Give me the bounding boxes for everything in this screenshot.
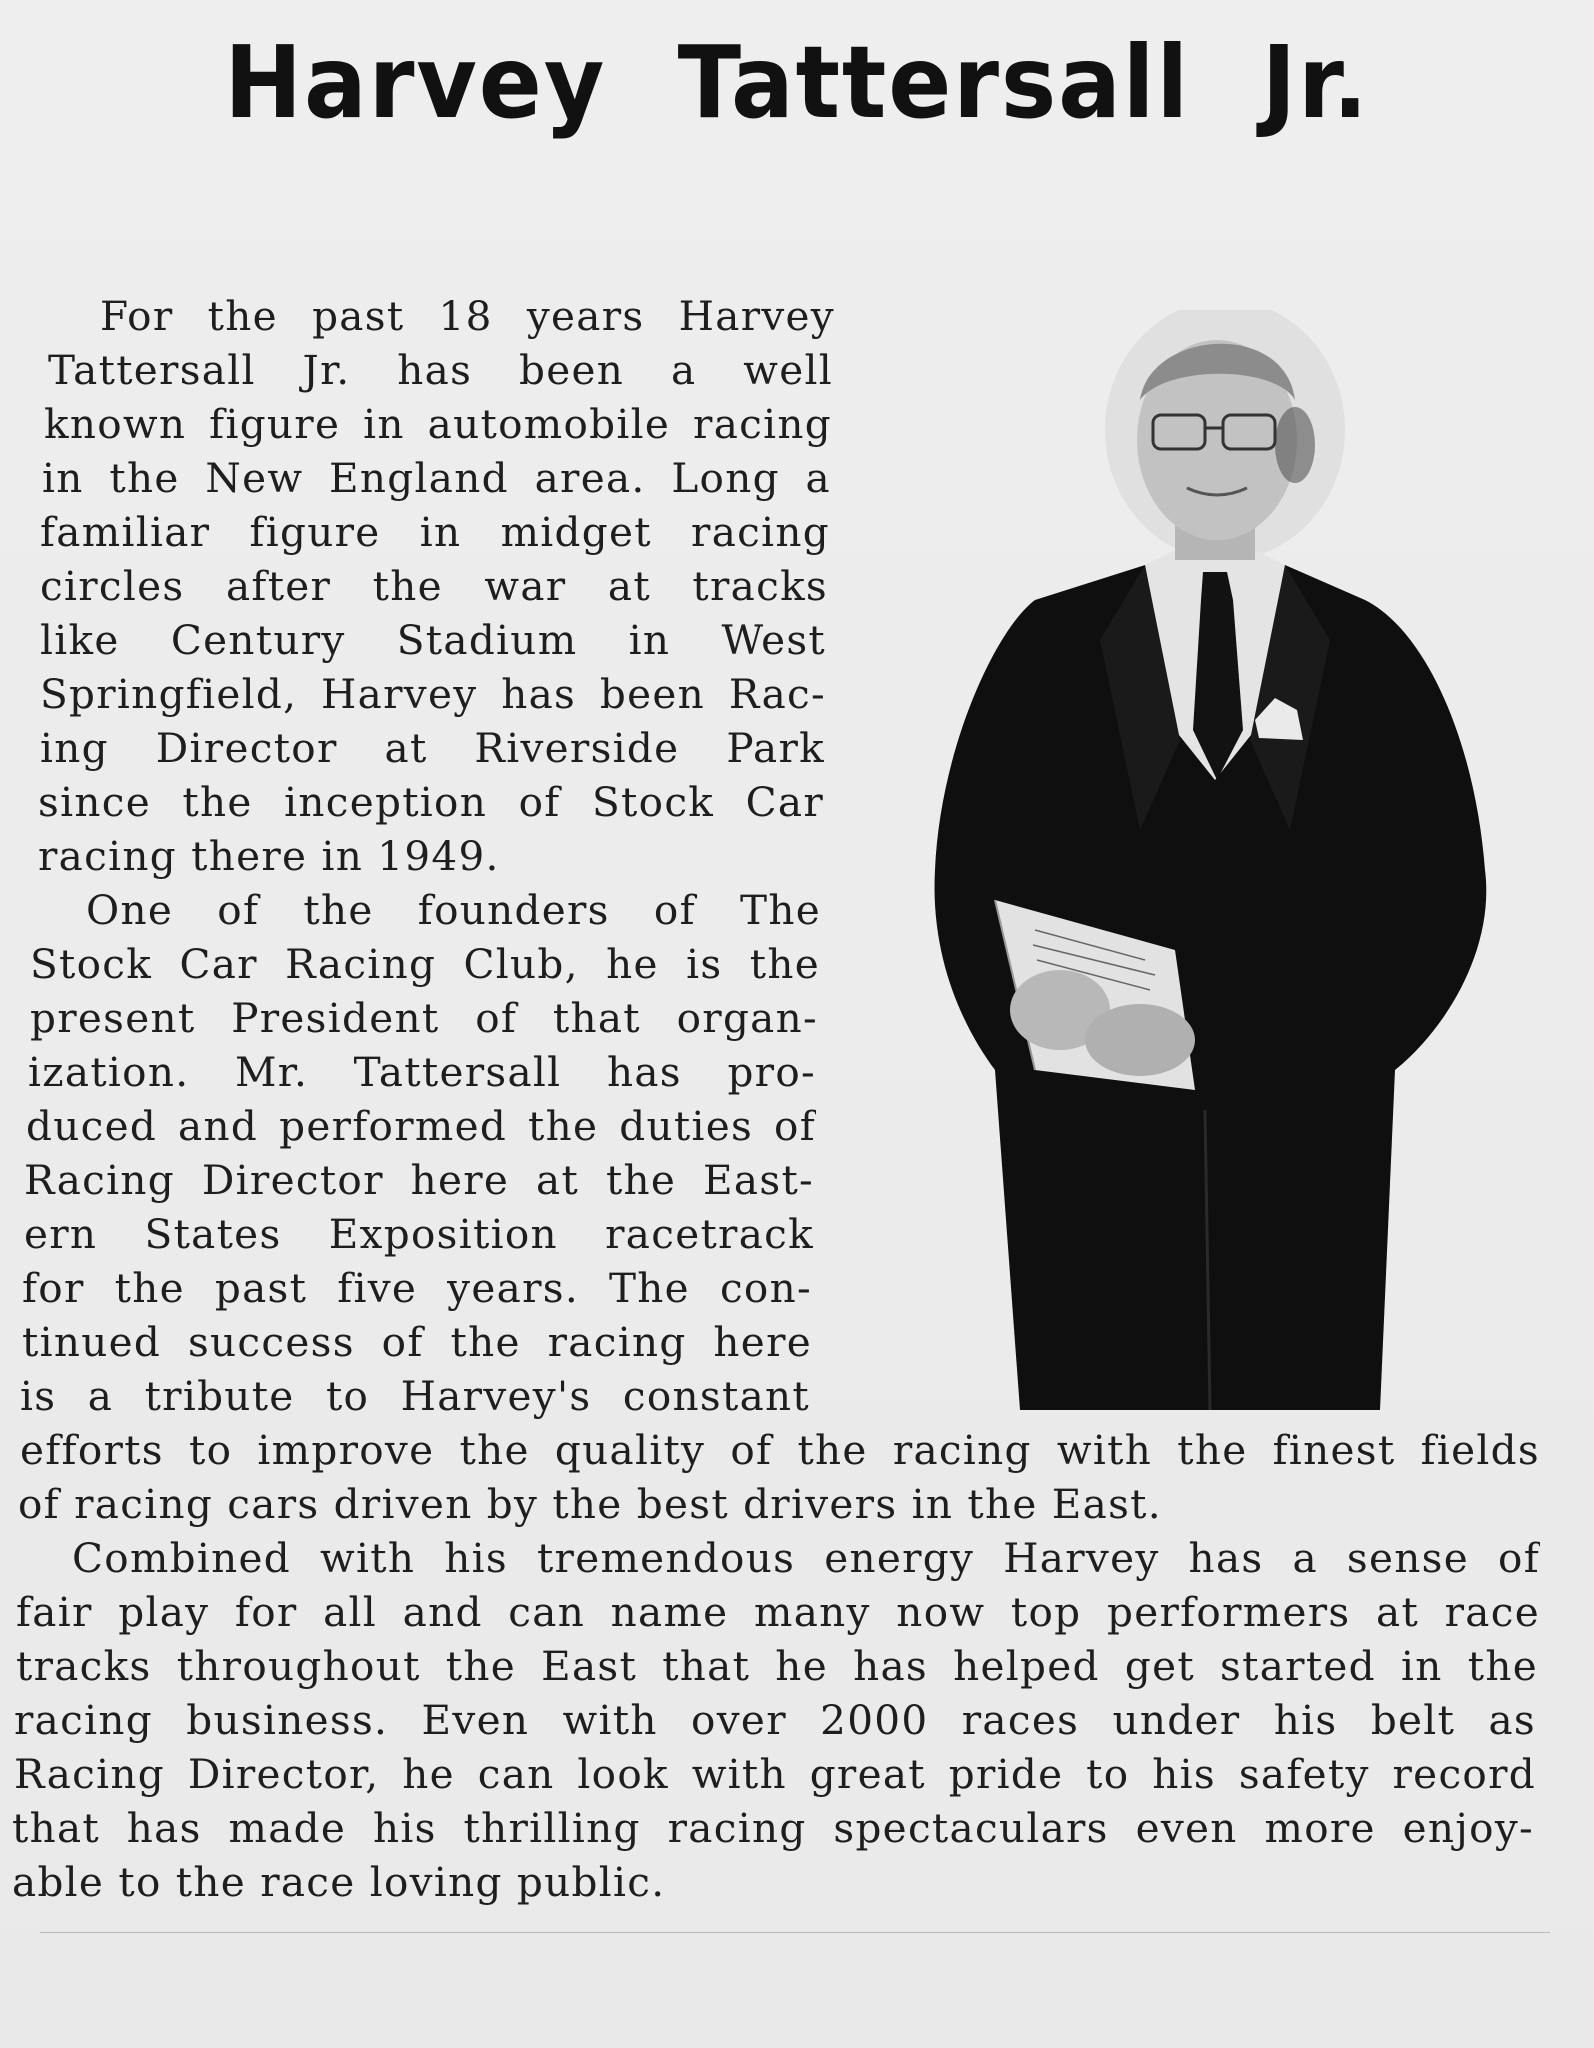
body-line: in the New England area. Long a [42, 454, 831, 502]
body-line: duced and performed the duties of [26, 1102, 816, 1150]
portrait-photo [925, 310, 1500, 1410]
body-line: tracks throughout the East that he has helped get started in the [16, 1642, 1538, 1690]
body-line: known figure in automobile racing [44, 400, 832, 448]
body-line: Racing Director, he can look with great pride to his safety record [14, 1750, 1536, 1798]
body-line: is a tribute to Harvey's constant [20, 1372, 810, 1420]
body-line: that has made his thrilling racing spectaculars even more enjoy- [12, 1804, 1534, 1852]
body-line: Stock Car Racing Club, he is the [30, 940, 820, 988]
body-line: Combined with his tremendous energy Harvey has a sense of [72, 1534, 1540, 1582]
body-line: Tattersall Jr. has been a well [48, 346, 833, 394]
body-line: Racing Director here at the East- [24, 1156, 814, 1204]
body-line: fair play for all and can name many now top performers at race [16, 1588, 1540, 1636]
body-line: racing there in 1949. [38, 832, 500, 880]
body-line: One of the founders of The [86, 886, 821, 934]
body-line: of racing cars driven by the best drivers in the East. [18, 1480, 1162, 1528]
body-line: tinued success of the racing here [22, 1318, 812, 1366]
body-line: ern States Exposition racetrack [24, 1210, 814, 1258]
body-line: Springfield, Harvey has been Rac- [40, 670, 826, 718]
body-line: able to the race loving public. [12, 1858, 666, 1906]
body-line: For the past 18 years Harvey [100, 292, 835, 340]
body-line: since the inception of Stock Car [38, 778, 824, 826]
body-line: familiar figure in midget racing [40, 508, 830, 556]
body-line: for the past five years. The con- [22, 1264, 812, 1312]
divider [40, 1932, 1550, 1933]
body-line: efforts to improve the quality of the racing with the finest fields [20, 1426, 1540, 1474]
body-line: racing business. Even with over 2000 races under his belt as [14, 1696, 1536, 1744]
body-line: ization. Mr. Tattersall has pro- [28, 1048, 816, 1096]
body-line: like Century Stadium in West [40, 616, 826, 664]
body-line: ing Director at Riverside Park [40, 724, 825, 772]
body-line: circles after the war at tracks [40, 562, 828, 610]
body-line: present President of that organ- [30, 994, 818, 1042]
article-title: Harvey Tattersall Jr. [224, 24, 1370, 141]
